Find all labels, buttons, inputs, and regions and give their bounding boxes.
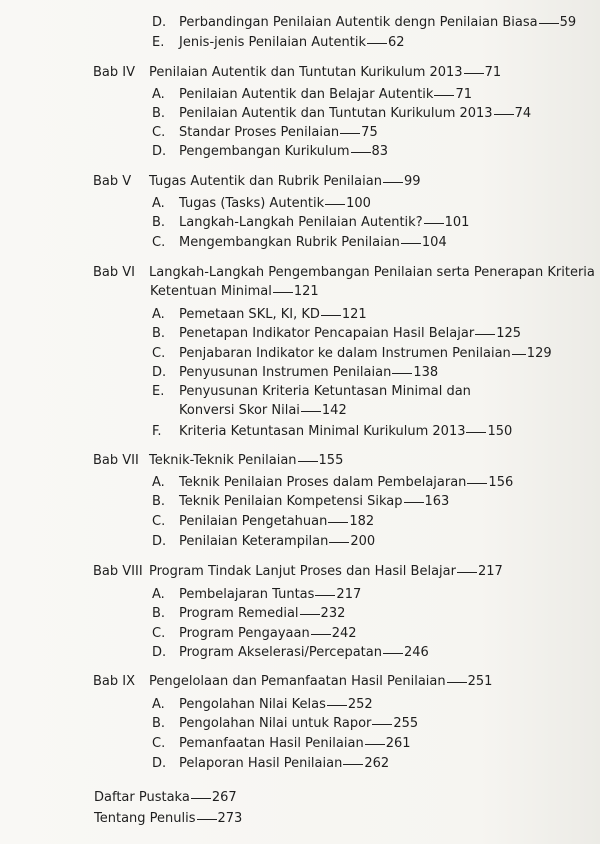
toc-item[interactable]: D. Penilaian Keterampilan 200 bbox=[152, 534, 376, 549]
toc-page-number: 129 bbox=[526, 346, 552, 361]
toc-item-title: Pembelajaran Tuntas bbox=[179, 587, 315, 602]
toc-item-title: Penilaian Autentik dan Tuntutan Kurikulum 2013 bbox=[179, 106, 493, 121]
toc-page-number: 251 bbox=[467, 674, 493, 689]
toc-item-title: Program Akselerasi/Percepatan bbox=[179, 645, 382, 660]
chapter-number: Bab V bbox=[93, 174, 132, 189]
toc-back-matter-author[interactable] bbox=[94, 810, 242, 828]
toc-page-number: 200 bbox=[350, 534, 376, 549]
toc-chapter-4[interactable] bbox=[93, 64, 501, 82]
chapter-title: Penilaian Autentik dan Tuntutan Kurikulum 2013 bbox=[149, 65, 463, 80]
toc-item-title: Penilaian Pengetahuan bbox=[179, 514, 328, 529]
toc-page-number: 217 bbox=[477, 564, 503, 579]
toc-item-title: Penilaian Keterampilan bbox=[179, 534, 329, 549]
chapter-number: Bab VI bbox=[93, 265, 135, 280]
toc-item[interactable]: E. Penyusunan Kriteria Ketuntasan Minimal dan bbox=[152, 384, 471, 399]
toc-page-number: 101 bbox=[444, 215, 470, 230]
toc-item-title: Penetapan Indikator Pencapaian Hasil Belajar bbox=[179, 326, 475, 341]
toc-item-title: Mengembangkan Rubrik Penilaian bbox=[179, 235, 400, 250]
toc-page-number: 156 bbox=[488, 475, 514, 490]
toc-page-number: 138 bbox=[413, 365, 439, 380]
toc-page-number: 252 bbox=[347, 697, 373, 712]
toc-page-number: 62 bbox=[387, 35, 405, 50]
toc-item-title: Pengembangan Kurikulum bbox=[179, 144, 350, 159]
chapter-number: Bab IV bbox=[93, 65, 135, 80]
toc-page-number: 261 bbox=[385, 736, 411, 751]
chapter-title: Tugas Autentik dan Rubrik Penilaian bbox=[149, 174, 382, 189]
toc-item-title: Pemanfaatan Hasil Penilaian bbox=[179, 736, 364, 751]
toc-page-number: 121 bbox=[341, 307, 367, 322]
toc-item-title: Program Pengayaan bbox=[179, 626, 310, 641]
toc-item[interactable]: C. Standar Proses Penilaian 75 bbox=[152, 125, 378, 140]
toc-item-title: Teknik Penilaian Kompetensi Sikap bbox=[179, 494, 403, 509]
toc-page-number: 163 bbox=[424, 494, 450, 509]
toc-page-number: 71 bbox=[484, 65, 502, 80]
toc-item[interactable]: D. Program Akselerasi/Percepatan 246 bbox=[152, 645, 429, 660]
toc-item-cont[interactable] bbox=[152, 402, 347, 420]
toc-item[interactable]: A. Teknik Penilaian Proses dalam Pembelajaran 156 bbox=[152, 475, 514, 490]
chapter-title: Program Tindak Lanjut Proses dan Hasil Belajar bbox=[149, 564, 456, 579]
back-matter-title: Tentang Penulis bbox=[94, 811, 196, 826]
chapter-title: Langkah-Langkah Pengembangan Penilaian serta Penerapan Kriteria bbox=[149, 265, 595, 280]
toc-item[interactable]: A. Pengolahan Nilai Kelas 252 bbox=[152, 697, 373, 712]
toc-item[interactable]: B. Penilaian Autentik dan Tuntutan Kurikulum 2013 74 bbox=[152, 106, 532, 121]
toc-chapter-5[interactable] bbox=[93, 173, 420, 191]
toc-item[interactable]: A. Pemetaan SKL, KI, KD 121 bbox=[152, 307, 367, 322]
toc-page-number: 71 bbox=[455, 87, 472, 102]
toc-item[interactable]: C. Mengembangkan Rubrik Penilaian 104 bbox=[152, 235, 447, 250]
toc-item-title: Program Remedial bbox=[179, 606, 299, 621]
toc-item-title: Teknik Penilaian Proses dalam Pembelajaran bbox=[179, 475, 467, 490]
chapter-number: Bab VIII bbox=[93, 564, 143, 579]
toc-item[interactable]: B. Penetapan Indikator Pencapaian Hasil Belajar 125 bbox=[152, 326, 522, 341]
toc-page-number: 75 bbox=[361, 125, 378, 140]
toc-item[interactable]: A. Tugas (Tasks) Autentik 100 bbox=[152, 196, 371, 211]
toc-chapter-9[interactable] bbox=[93, 673, 492, 691]
toc-page-number: 246 bbox=[403, 645, 429, 660]
toc-item[interactable]: A. Penilaian Autentik dan Belajar Autentik 71 bbox=[152, 87, 472, 102]
toc-item-title: Kriteria Ketuntasan Minimal Kurikulum 2013 bbox=[179, 424, 466, 439]
toc-item[interactable]: D. Pengembangan Kurikulum 83 bbox=[152, 144, 389, 159]
toc-back-matter-bibliography[interactable] bbox=[94, 789, 237, 807]
toc-item-title: Tugas (Tasks) Autentik bbox=[179, 196, 325, 211]
toc-page-number: 182 bbox=[349, 514, 375, 529]
toc-page-number: 83 bbox=[371, 144, 389, 159]
toc-item[interactable]: D. Perbandingan Penilaian Autentik dengn Penilaian Biasa 59 bbox=[152, 15, 577, 30]
toc-item[interactable]: B. Program Remedial 232 bbox=[152, 606, 346, 621]
toc-item[interactable]: C. Pemanfaatan Hasil Penilaian 261 bbox=[152, 736, 411, 751]
toc-item-title: Perbandingan Penilaian Autentik dengn Penilaian Biasa bbox=[179, 15, 538, 30]
toc-page-number: 74 bbox=[514, 106, 532, 121]
toc-item[interactable]: B. Teknik Penilaian Kompetensi Sikap 163 bbox=[152, 494, 450, 509]
toc-item-title: Pelaporan Hasil Penilaian bbox=[179, 756, 343, 771]
toc-page-number: 100 bbox=[346, 196, 371, 211]
toc-item[interactable]: C. Penjabaran Indikator ke dalam Instrumen Penilaian 129 bbox=[152, 346, 552, 361]
toc-page-number: 242 bbox=[331, 626, 357, 641]
toc-item-title: Penyusunan Instrumen Penilaian bbox=[179, 365, 392, 380]
toc-page-number: 125 bbox=[496, 326, 522, 341]
toc-item-title: Jenis-jenis Penilaian Autentik bbox=[179, 35, 366, 50]
toc-item-title: Standar Proses Penilaian bbox=[179, 125, 340, 140]
toc-item-title: Langkah-Langkah Penilaian Autentik? bbox=[179, 215, 423, 230]
toc-page-number: 217 bbox=[336, 587, 362, 602]
toc-chapter-7[interactable] bbox=[93, 452, 343, 470]
toc-item[interactable]: C. Penilaian Pengetahuan 182 bbox=[152, 514, 375, 529]
toc-item[interactable]: D. Pelaporan Hasil Penilaian 262 bbox=[152, 756, 390, 771]
toc-page-number: 142 bbox=[321, 403, 347, 418]
toc-page-number: 150 bbox=[487, 424, 513, 439]
toc-page-number: 262 bbox=[364, 756, 390, 771]
toc-item[interactable]: B. Langkah-Langkah Penilaian Autentik? 101 bbox=[152, 215, 470, 230]
toc-page-number: 267 bbox=[211, 790, 237, 805]
chapter-title: Pengelolaan dan Pemanfaatan Hasil Penilaian bbox=[149, 674, 446, 689]
toc-page-number: 273 bbox=[217, 811, 243, 826]
toc-chapter-6-title-cont[interactable] bbox=[150, 283, 319, 301]
toc-item[interactable]: B. Pengolahan Nilai untuk Rapor 255 bbox=[152, 716, 419, 731]
chapter-number: Bab IX bbox=[93, 674, 136, 689]
toc-item-title: Pengolahan Nilai untuk Rapor bbox=[179, 716, 372, 731]
toc-item-title: Pengolahan Nilai Kelas bbox=[179, 697, 326, 712]
toc-page-number: 155 bbox=[318, 453, 344, 468]
chapter-number: Bab VII bbox=[93, 453, 139, 468]
toc-page-number: 255 bbox=[393, 716, 419, 731]
toc-item-title: Penyusunan Kriteria Ketuntasan Minimal dan bbox=[179, 384, 471, 399]
toc-item[interactable]: C. Program Pengayaan 242 bbox=[152, 626, 357, 641]
toc-page-number: 104 bbox=[421, 235, 447, 250]
toc-page-number: 232 bbox=[320, 606, 346, 621]
toc-chapter-8[interactable] bbox=[93, 563, 503, 581]
toc-item[interactable]: E. Jenis-jenis Penilaian Autentik 62 bbox=[152, 35, 405, 50]
toc-chapter-6[interactable] bbox=[93, 264, 595, 282]
back-matter-title: Daftar Pustaka bbox=[94, 790, 190, 805]
toc-item-title: Pemetaan SKL, KI, KD bbox=[179, 307, 320, 322]
toc-item-title: Penilaian Autentik dan Belajar Autentik bbox=[179, 87, 434, 102]
toc-item[interactable]: A. Pembelajaran Tuntas 217 bbox=[152, 587, 362, 602]
toc-item-title-continued: Konversi Skor Nilai bbox=[179, 403, 300, 418]
toc-page-number: 121 bbox=[293, 284, 319, 299]
toc-item[interactable]: F. Kriteria Ketuntasan Minimal Kurikulum 2013 150 bbox=[152, 424, 513, 439]
toc-page-number: 99 bbox=[403, 174, 421, 189]
toc-item-title: Penjabaran Indikator ke dalam Instrumen Penilaian bbox=[179, 346, 511, 361]
toc-item[interactable]: D. Penyusunan Instrumen Penilaian 138 bbox=[152, 365, 439, 380]
chapter-title-continued: Ketentuan Minimal bbox=[150, 284, 272, 299]
chapter-title: Teknik-Teknik Penilaian bbox=[149, 453, 297, 468]
toc-page-number: 59 bbox=[559, 15, 577, 30]
